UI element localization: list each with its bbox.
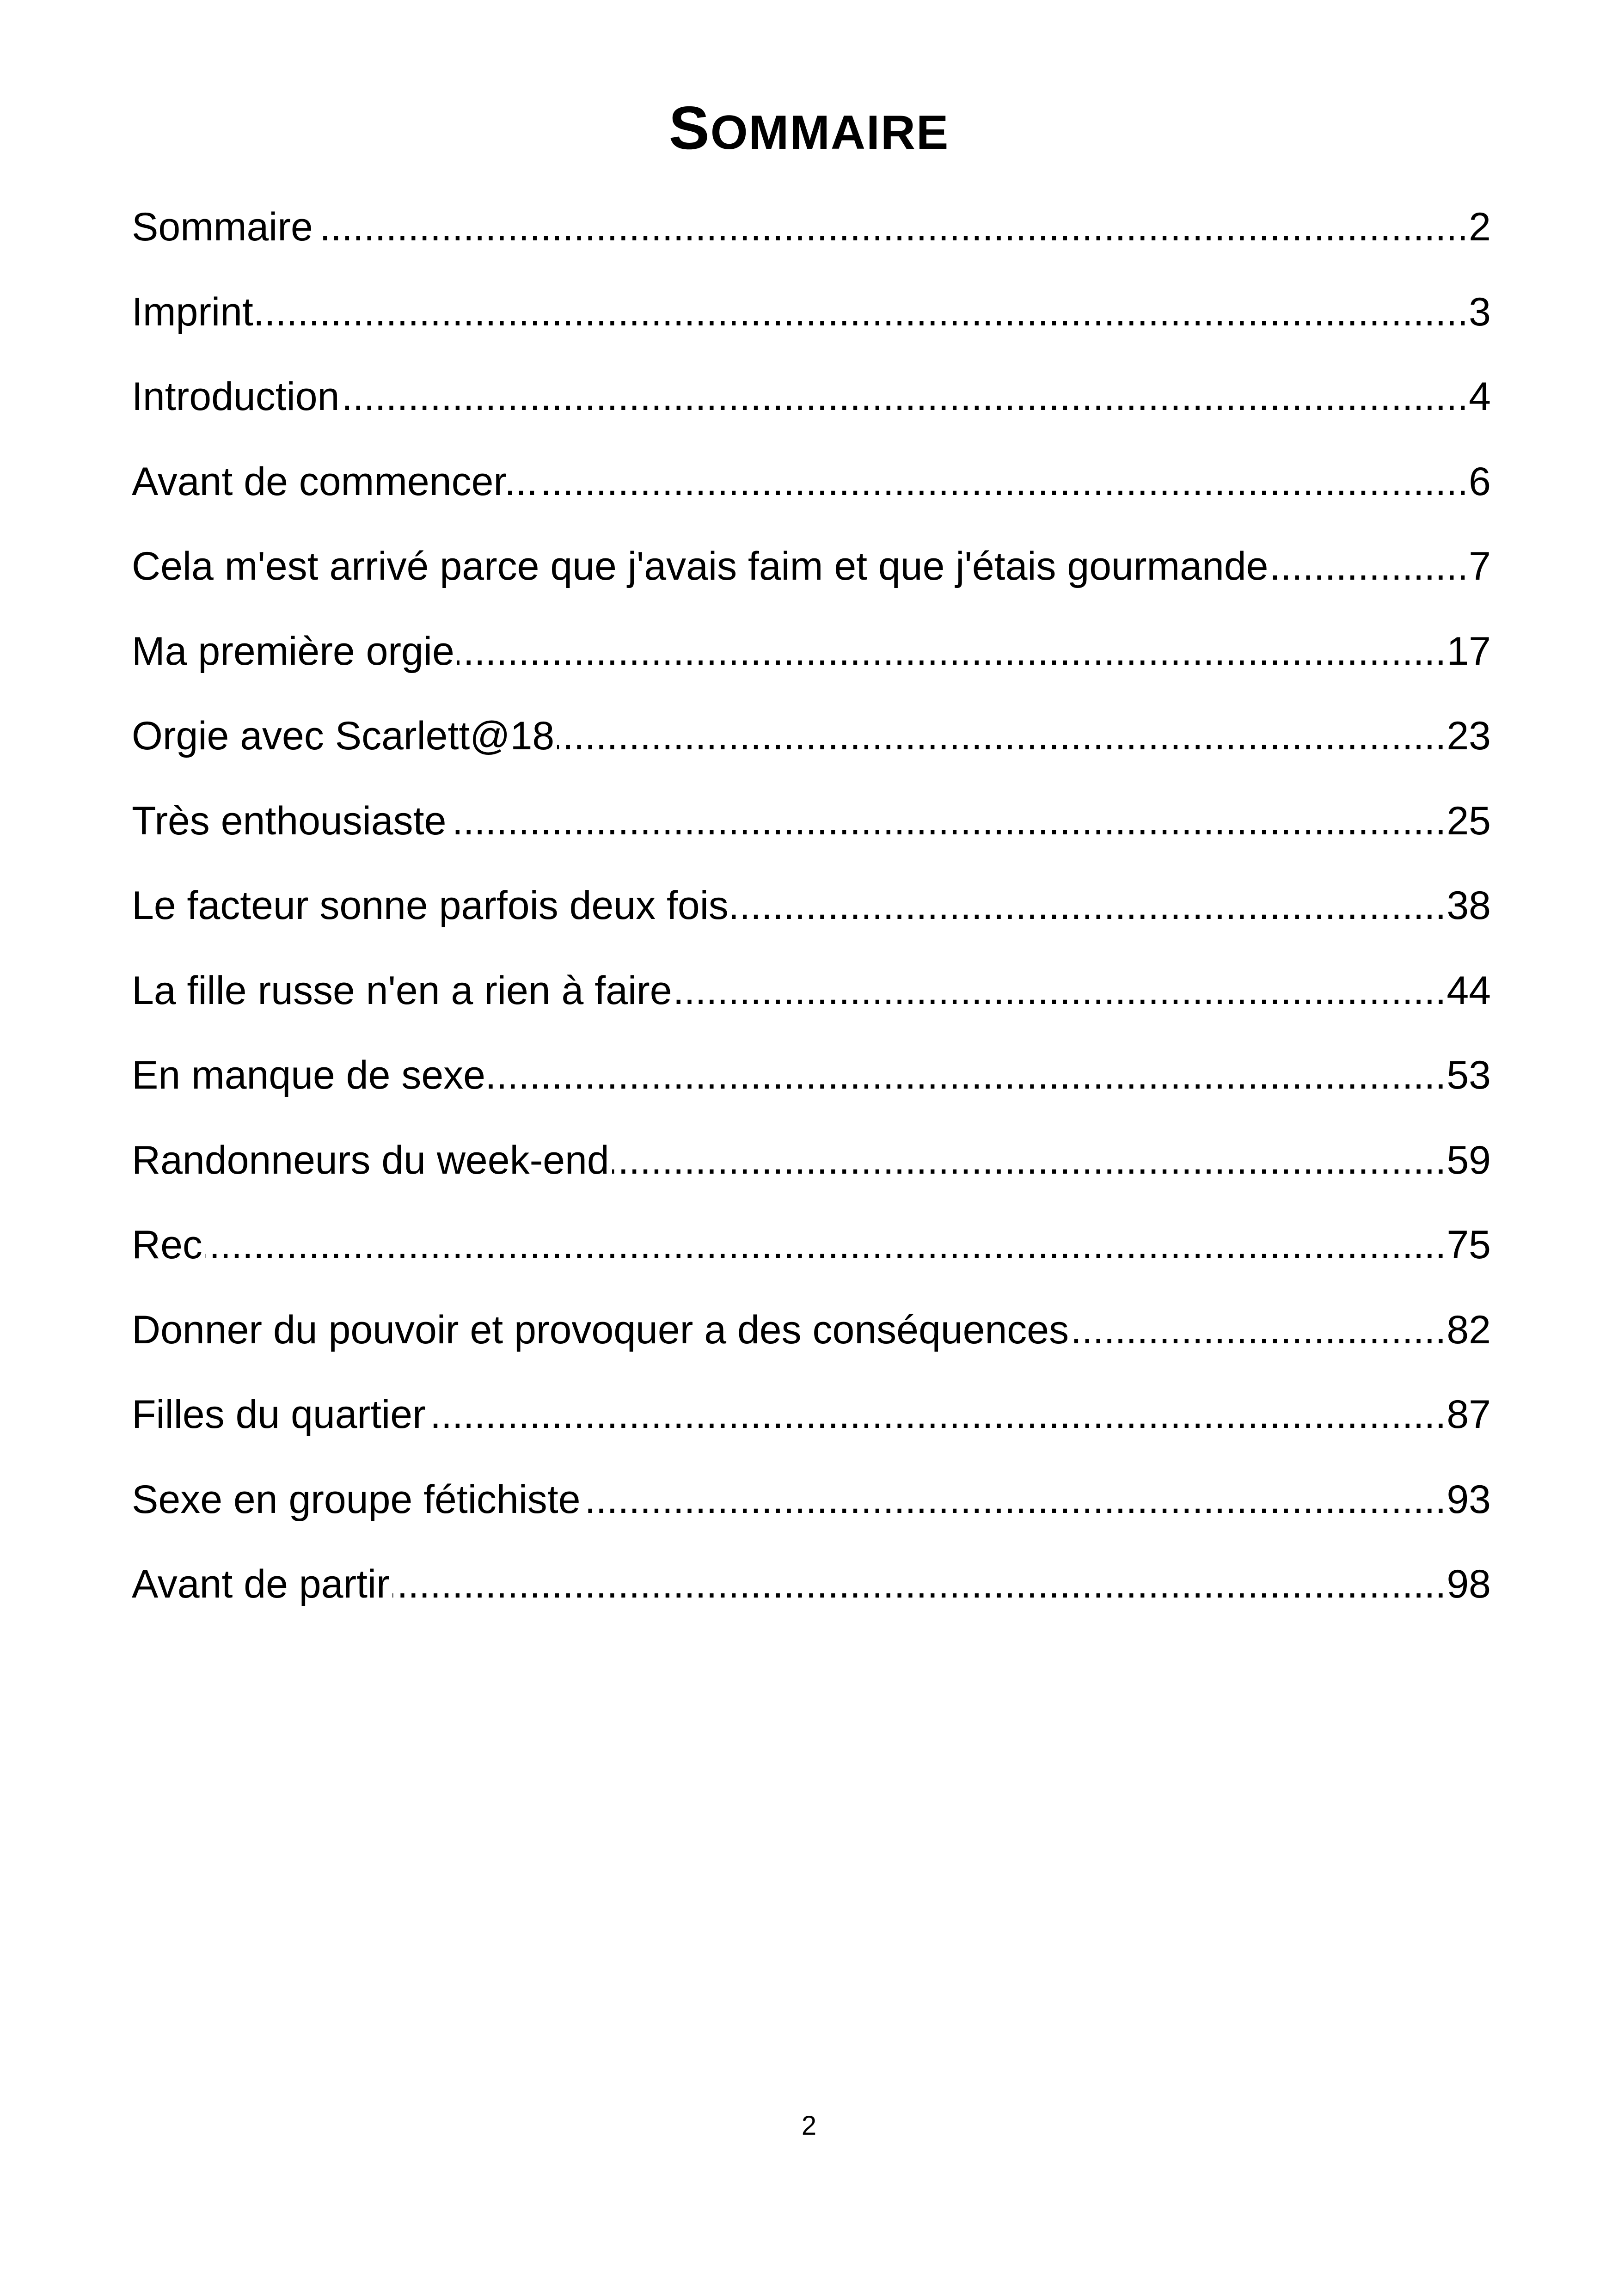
toc-entry-page: 82 [1444, 1302, 1491, 1358]
toc-entry[interactable] [132, 538, 1491, 623]
toc-entry[interactable] [132, 1047, 1491, 1132]
toc-entry-page: 2 [1466, 199, 1491, 255]
toc-entry-title: Orgie avec Scarlett@18 [132, 714, 557, 758]
toc-entry-title: Introduction [132, 374, 342, 419]
toc-entry[interactable] [132, 368, 1491, 453]
toc-entry[interactable] [132, 199, 1491, 284]
toc-entry-page: 44 [1444, 962, 1491, 1019]
page-title [0, 94, 1618, 162]
toc-entry-page: 3 [1466, 284, 1491, 340]
page-title-first-letter: S [668, 94, 711, 162]
toc-entry-page: 17 [1444, 623, 1491, 680]
toc-entry-page: 87 [1444, 1386, 1491, 1443]
dot-leader [132, 284, 1491, 340]
toc-entry-page: 38 [1444, 877, 1491, 934]
dot-leader [132, 1217, 1491, 1273]
toc-entry-page: 59 [1444, 1132, 1491, 1188]
toc-entry-page: 23 [1444, 708, 1491, 764]
toc-entry-title: Sexe en groupe fétichiste [132, 1477, 583, 1522]
toc-entry-title: Très enthousiaste [132, 799, 449, 843]
toc-entry[interactable] [132, 1386, 1491, 1471]
toc-entry-title: Sommaire [132, 205, 316, 249]
toc-entry-title: En manque de sexe [132, 1053, 488, 1097]
toc-entry-page: 98 [1444, 1556, 1491, 1612]
toc-entry-page: 4 [1466, 368, 1491, 425]
toc-entry-title: Ma première orgie [132, 629, 457, 673]
toc-entry-title: Randonneurs du week-end [132, 1138, 612, 1182]
toc-entry[interactable] [132, 1132, 1491, 1217]
toc-entry[interactable] [132, 1471, 1491, 1556]
toc-entry-title: Avant de partir [132, 1562, 392, 1606]
toc-entry-page: 75 [1444, 1217, 1491, 1273]
toc-entry[interactable] [132, 623, 1491, 708]
toc-entry[interactable] [132, 708, 1491, 793]
toc-entry-page: 93 [1444, 1471, 1491, 1528]
toc-entry[interactable] [132, 453, 1491, 539]
toc-entry[interactable] [132, 877, 1491, 962]
toc-entry-title: La fille russe n'en a rien à faire [132, 968, 675, 1013]
toc-entry[interactable] [132, 1217, 1491, 1302]
toc-entry[interactable] [132, 1556, 1491, 1641]
toc-entry[interactable] [132, 962, 1491, 1047]
toc-entry-title: Imprint [132, 290, 256, 334]
toc-entry-title: Le facteur sonne parfois deux fois [132, 883, 731, 928]
table-of-contents [132, 199, 1491, 1641]
toc-entry[interactable] [132, 1302, 1491, 1387]
toc-entry-title: Rec [132, 1223, 205, 1267]
page-number: 2 [801, 2111, 817, 2141]
toc-entry-page: 6 [1466, 453, 1491, 510]
toc-entry[interactable] [132, 793, 1491, 878]
toc-entry-page: 53 [1444, 1047, 1491, 1103]
toc-entry-title: Cela m'est arrivé parce que j'avais faim et que j'étais gourmande [132, 544, 1271, 588]
toc-entry-title: Donner du pouvoir et provoquer a des conséquences [132, 1308, 1072, 1352]
toc-entry-page: 25 [1444, 793, 1491, 849]
page-title-rest: OMMAIRE [710, 106, 950, 160]
toc-entry-title: Avant de commencer... [132, 459, 540, 504]
toc-entry-page: 7 [1466, 538, 1491, 594]
toc-entry[interactable] [132, 284, 1491, 369]
dot-leader [132, 199, 1491, 255]
toc-entry-title: Filles du quartier [132, 1392, 429, 1437]
